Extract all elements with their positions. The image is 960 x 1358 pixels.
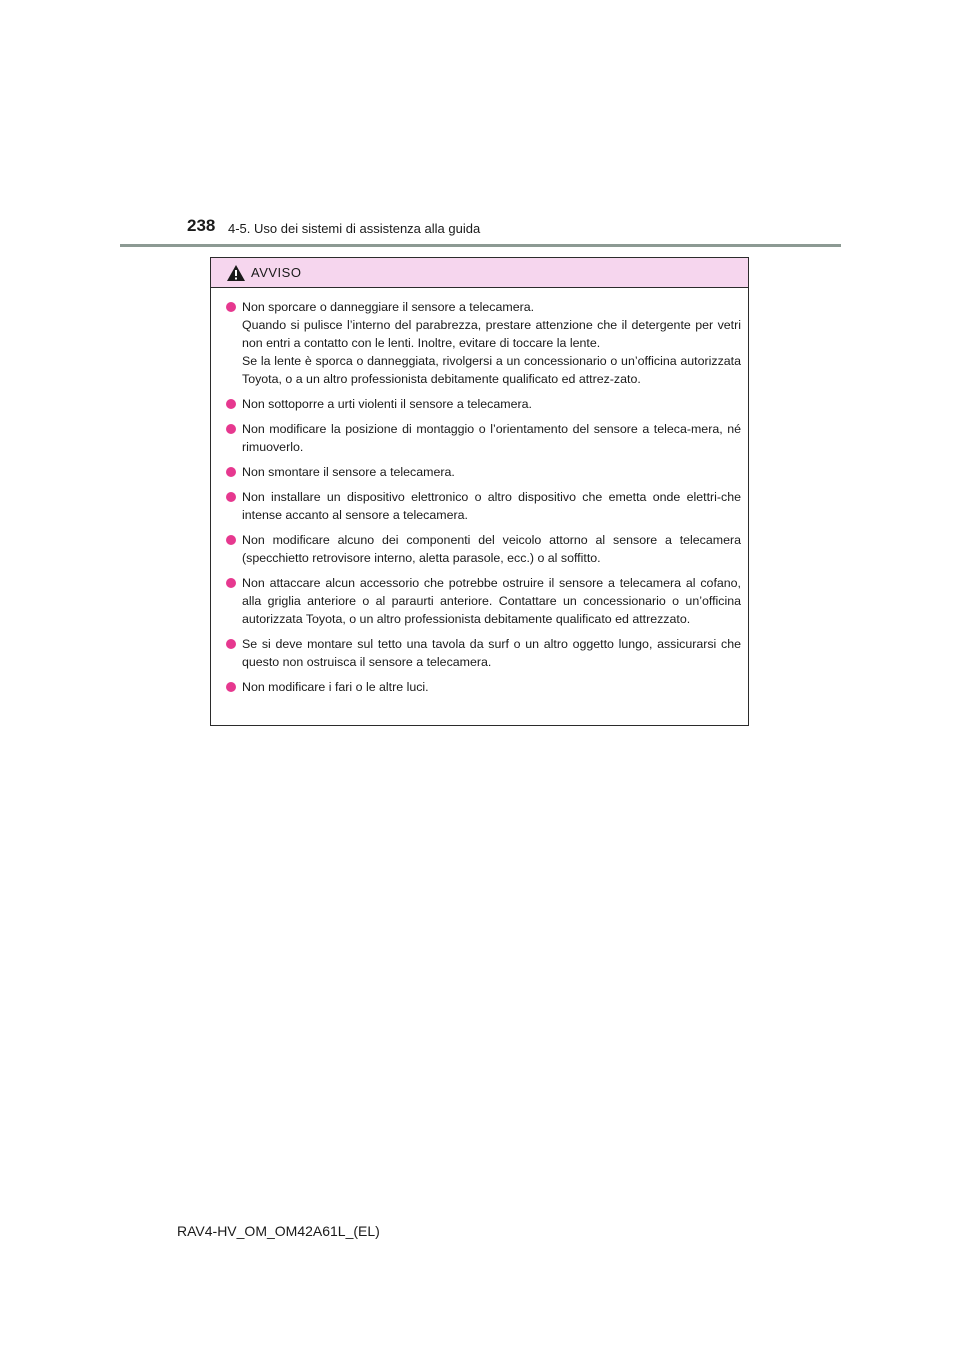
item-text: Non sottoporre a urti violenti il sensore a telecamera. [242,397,532,411]
list-item [226,488,741,524]
item-text: Non modificare i fari o le altre luci. [242,680,429,694]
bullet-icon [226,399,236,409]
bullet-icon [226,424,236,434]
item-text: Non installare un dispositivo elettronico o altro dispositivo che emetta onde elettri-che intense accanto al sensore a telecamera. [242,490,741,522]
list-item [226,420,741,456]
item-detail: Se la lente è sporca o danneggiata, rivolgersi a un concessionario o un’officina autorizzata Toyota, o a un altro professionista debitamente qualificato ed attrez-zato. [242,354,741,386]
list-item [226,635,741,671]
warning-list [211,288,748,696]
item-text: Non smontare il sensore a telecamera. [242,465,455,479]
warning-header [211,258,748,288]
item-text: Se si deve montare sul tetto una tavola da surf o un altro oggetto lungo, assicurarsi che questo non ostruisca il sensore a telecamera. [242,637,741,669]
bullet-icon [226,535,236,545]
page-number: 238 [187,216,216,235]
item-detail: Quando si pulisce l’interno del parabrezza, prestare attenzione che il detergente per vetri non entri a contatto con le lenti. Inoltre, evitare di toccare la lente. [242,318,741,350]
warning-label: AVVISO [251,265,302,280]
item-text: Non attaccare alcun accessorio che potrebbe ostruire il sensore a telecamera al cofano, alla griglia anteriore o al paraurti anteriore. Contattare un concessionario o un’officina autorizzata Toyota, o un altro professionista debitamente qualificato ed attrezzato. [242,576,741,626]
item-text: Non modificare alcuno dei componenti del veicolo attorno al sensore a telecamera (specchietto retrovisore interno, aletta parasole, ecc.) o al soffitto. [242,533,741,565]
bullet-icon [226,578,236,588]
item-text: Non sporcare o danneggiare il sensore a telecamera. [242,300,535,314]
list-item [226,531,741,567]
list-item [226,298,741,388]
document-code: RAV4-HV_OM_OM42A61L_(EL) [177,1223,380,1239]
list-item [226,678,741,696]
bullet-icon [226,639,236,649]
bullet-icon [226,682,236,692]
section-title: 4-5. Uso dei sistemi di assistenza alla guida [228,221,481,236]
bullet-icon [226,302,236,312]
bullet-icon [226,492,236,502]
header-rule [120,244,841,247]
warning-box [210,257,749,726]
bullet-icon [226,467,236,477]
list-item [226,574,741,628]
list-item [226,395,741,413]
item-text: Non modificare la posizione di montaggio o l’orientamento del sensore a teleca-mera, né rimuoverlo. [242,422,741,454]
warning-triangle-icon [226,264,246,282]
list-item [226,463,741,481]
